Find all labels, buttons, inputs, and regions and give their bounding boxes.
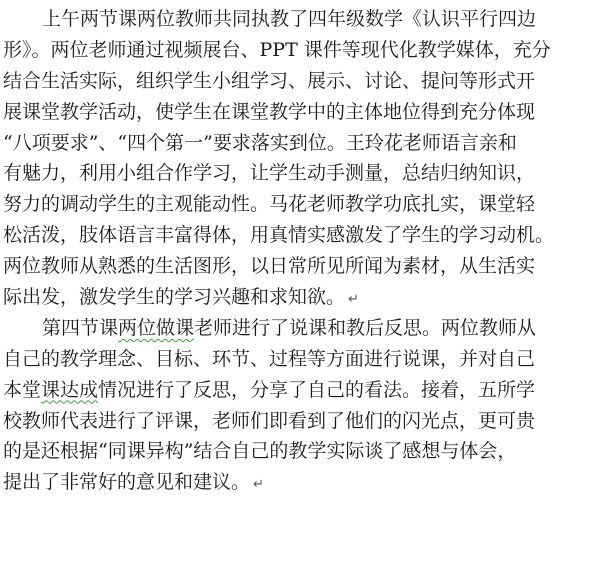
text-line: 上午两节课两位教师共同执教了四年级数学《认识平行四边 — [42, 8, 537, 30]
text-segment: 第四节课 — [42, 316, 119, 339]
text-segment: 老师进行了说课和教后反思。两位教师从 — [194, 316, 537, 339]
grammar-flagged-text[interactable]: 两位做课 — [118, 316, 195, 339]
text-line: 展课堂教学活动，使学生在课堂教学中的主体地位得到充分体现 — [3, 100, 536, 123]
text-line: 的是还根据“同课异构”结合自己的教学实际谈了感想与体会， — [3, 440, 517, 463]
text-line: “八项要求”、“四个第一”要求落实到位。王玲花老师语言亲和 — [3, 131, 517, 154]
paragraph-1 — [3, 4, 603, 313]
text-segment: 情况进行了反思，分享了自己的看法。接着，五所学 — [98, 378, 536, 401]
text-line: 结合生活实际，组织学生小组学习、展示、讨论、提问等形式开 — [3, 69, 536, 92]
text-line — [3, 313, 603, 344]
text-line: 形》。两位老师通过视频展台、PPT 课件等现代化教学媒体，充分 — [3, 38, 551, 61]
text-line — [3, 467, 603, 498]
text-line — [3, 282, 603, 313]
text-line-content: 提出了非常好的意见和建议。 — [3, 471, 251, 494]
text-segment: 本堂 — [3, 378, 42, 401]
paragraph-mark-icon: ↵ — [253, 477, 264, 493]
paragraph-mark-icon: ↵ — [348, 292, 359, 308]
text-line: 有魅力，利用小组合作学习，让学生动手测量，总结归纳知识， — [3, 162, 536, 185]
grammar-flagged-text[interactable]: 课达成 — [41, 378, 99, 401]
text-line-content: 际出发，激发学生的学习兴趣和求知欲。 — [3, 286, 346, 309]
paragraph-2 — [3, 313, 603, 498]
document-body — [3, 4, 603, 498]
text-line: 自己的教学理念、目标、环节、过程等方面进行说课，并对自己 — [3, 347, 536, 370]
text-line — [3, 375, 603, 406]
text-line: 校教师代表进行了评课，老师们即看到了他们的闪光点，更可贵 — [3, 409, 536, 432]
text-line: 努力的调动学生的主观能动性。马花老师教学功底扎实，课堂轻 — [3, 193, 536, 216]
text-line: 松活泼，肢体语言丰富得体，用真情实感激发了学生的学习动机。 — [3, 224, 555, 247]
text-line: 两位教师从熟悉的生活图形，以日常所见所闻为素材，从生活实 — [3, 255, 536, 278]
